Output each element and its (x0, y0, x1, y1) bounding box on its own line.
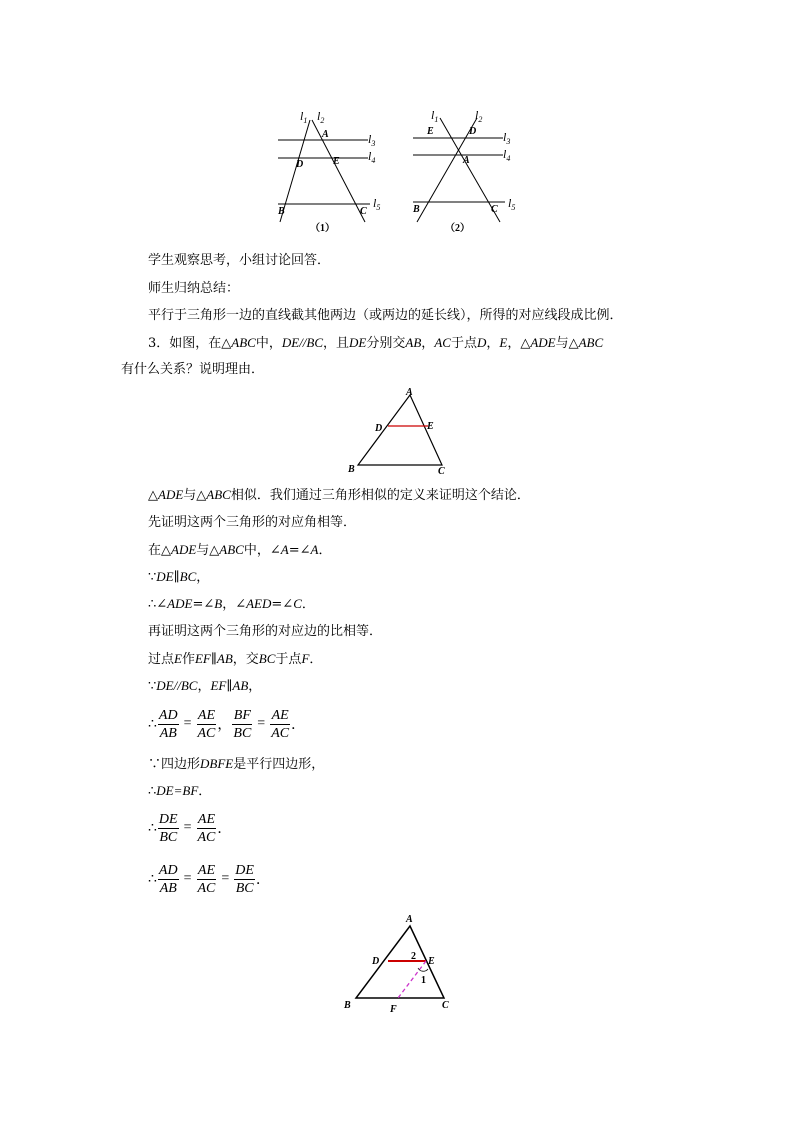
label-C: C (491, 204, 498, 215)
proof-step-construct: 过点E作EF∥AB，交BC于点F． (148, 651, 323, 667)
paragraph-theorem: 平行于三角形一边的直线截其他两边（或两边的延长线），所得的对应线段成比例． (148, 308, 623, 323)
fraction-ad-ab-2: $\frac{AD}{AB}$ (158, 862, 178, 896)
figure-triangle-ade (340, 385, 460, 477)
label-C: C (438, 466, 445, 477)
label-l1: $l_1$ (300, 109, 308, 125)
fraction-ad-ab: $\frac{AD}{AB}$ (158, 707, 178, 741)
label-l2: $l_2$ (317, 109, 325, 125)
figure-parallel-lines-1 (270, 100, 395, 235)
paragraph-summary-heading: 师生归纳总结： (148, 281, 240, 296)
angle-1-label: 1 (421, 975, 426, 986)
label-A: A (463, 155, 470, 166)
proof-claim: △ADE与△ABC相似．我们通过三角形相似的定义来证明这个结论． (148, 487, 530, 503)
label-F: F (390, 1004, 397, 1015)
label-A: A (406, 387, 413, 398)
label-l1: $l_1$ (431, 108, 439, 124)
label-D: D (469, 126, 477, 137)
proof-step-sides: 再证明这两个三角形的对应边的比相等． (148, 624, 383, 639)
proof-equation-conclusion: ∴ $\frac{AD}{AB}$ = $\frac{AE}{AC}$ = $\frac{DE}{BC}$ ． (148, 862, 270, 896)
label-B: B (413, 204, 420, 215)
fraction-ae-ac-3: $\frac{AE}{AC}$ (197, 811, 216, 845)
proof-step-because-two-parallel: ∵DE//BC，EF∥AB， (148, 678, 262, 694)
label-l4: $l_4$ (503, 147, 511, 163)
figure-parallel-lines-2 (405, 100, 530, 235)
label-A: A (322, 129, 329, 140)
label-B: B (348, 464, 355, 475)
label-l2: $l_2$ (475, 108, 483, 124)
label-D: D (296, 159, 304, 170)
figure-triangle-construction (338, 912, 463, 1017)
label-D: D (372, 956, 380, 967)
label-D: D (375, 423, 383, 434)
label-l5: $l_5$ (508, 196, 516, 212)
label-l3: $l_3$ (368, 132, 376, 148)
fraction-ae-ac-4: $\frac{AE}{AC}$ (197, 862, 216, 896)
fraction-de-bc-2: $\frac{DE}{BC}$ (235, 862, 254, 896)
proof-step-because-parallel: ∵DE∥BC， (148, 569, 210, 585)
fraction-ae-ac-2: $\frac{AE}{AC}$ (271, 707, 290, 741)
paragraph-question-3: 3．如图，在△ABC中，DE//BC，且DE分别交AB，AC于点D，E，△ADE与△ABC (148, 335, 604, 351)
label-B: B (278, 206, 285, 217)
proof-equation-ratios: ∴ $\frac{AD}{AB}$ = $\frac{AE}{AC}$ ， $\frac{BF}{BC}$ = $\frac{AE}{AC}$ ． (148, 707, 306, 741)
label-l3: $l_3$ (503, 130, 511, 146)
label-E: E (428, 956, 435, 967)
fraction-ae-ac: $\frac{AE}{AC}$ (197, 707, 216, 741)
proof-equation-de-bc: ∴ $\frac{DE}{BC}$ = $\frac{AE}{AC}$ ． (148, 811, 232, 845)
label-l5: $l_5$ (373, 196, 381, 212)
label-E: E (333, 156, 340, 167)
paragraph-observe: 学生观察思考，小组讨论回答． (148, 253, 331, 268)
label-B: B (344, 1000, 351, 1011)
angle-2-label: 2 (411, 951, 416, 962)
fraction-bf-bc: $\frac{BF}{BC}$ (233, 707, 252, 741)
label-E: E (427, 421, 434, 432)
label-A: A (406, 914, 413, 925)
label-E: E (427, 126, 434, 137)
fraction-de-bc: $\frac{DE}{BC}$ (158, 811, 178, 845)
proof-step-de-equals-bf: ∴DE=BF． (148, 783, 212, 799)
label-C: C (360, 206, 367, 217)
proof-step-parallelogram: ∵四边形DBFE是平行四边形， (148, 756, 325, 772)
proof-step-equal-angles: ∴∠ADE=∠B，∠AED=∠C． (148, 596, 315, 612)
figure-caption-1: （1） (310, 223, 335, 234)
paragraph-question-3-cont: 有什么关系？说明理由． (121, 362, 265, 377)
proof-step-angles: 先证明这两个三角形的对应角相等． (148, 515, 357, 530)
proof-step-common-angle: 在△ADE与△ABC中，∠A=∠A． (148, 542, 332, 558)
figure-caption-2: （2） (445, 223, 470, 234)
label-l4: $l_4$ (368, 149, 376, 165)
label-C: C (442, 1000, 449, 1011)
